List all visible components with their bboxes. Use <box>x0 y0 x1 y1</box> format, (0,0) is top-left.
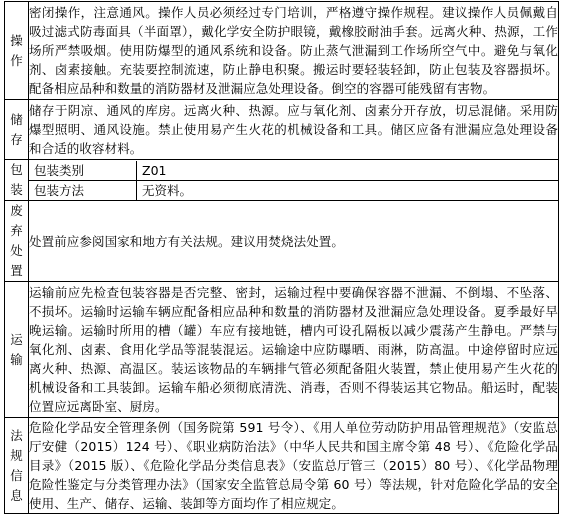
disposal-header <box>5 201 29 282</box>
packaging-row <box>5 160 559 201</box>
regulations-text: 危险化学品安全管理条例（国务院第 591 号令）、《用人单位劳动防护用品管理规范》（安监总厅安健（2015）124 号）、《职业病防治法》（中华人民共和国主席令第 48 号）、《危险化学品目录》（2015 版）、《危险化学品分类信息表》（安监总厅管三（2015）80 号）、《化学品物理危险性鉴定与分类管理办法》（国家安全监管总局令第 60 号）等法规，针对危险化学品的安全使用、生产、储存、运输、装卸等方面均作了相应规定。 <box>29 418 559 514</box>
regulations-row <box>5 418 559 514</box>
disposal-text: 处置前应参阅国家和地方有关法规。建议用焚烧法处置。 <box>29 201 559 282</box>
packaging-method-value: 无资料。 <box>137 180 559 200</box>
packaging-category-value: Z01 <box>142 162 167 178</box>
packaging-category-row <box>29 161 558 181</box>
handling-storage-table <box>4 1 559 514</box>
packaging-category-key: 包装类别 <box>29 161 137 181</box>
operation-label: 操作 <box>10 32 23 68</box>
transport-text: 运输前应先检查包装容器是否完整、密封，运输过程中要确保容器不泄漏、不倒塌、不坠落、不损坏。运输时运输车辆应配备相应品种和数量的消防器材及泄漏应急处理设备。夏季最好早晚运输。运输时所用的槽（罐）车应有接地链，槽内可设孔隔板以减少震荡产生静电。严禁与氧化剂、卤素、食用化学品等混装混运。运输途中应防曝晒、雨淋，防高温。中途停留时应远离火种、热源、高温区。装运该物品的车辆排气管必须配备阻火装置，禁止使用易产生火花的机械设备和工具装卸。运输车船必须彻底清洗、消毒，否则不得装运其它物品。船运时，配装位置应远离卧室、厨房。 <box>29 282 559 418</box>
packaging-label: 包装 <box>10 162 23 197</box>
packaging-method-row <box>29 180 558 200</box>
storage-text: 储存于阴凉、通风的库房。远离火种、热源。应与氧化剂、卤素分开存放，切忌混储。采用防爆型照明、通风设施。禁止使用易产生火花的机械设备和工具。储区应备有泄漏应急处理设备和合适的收容材料。 <box>29 100 559 160</box>
transport-row <box>5 282 559 418</box>
storage-header <box>5 100 29 160</box>
operation-row <box>5 2 559 100</box>
packaging-header <box>5 160 29 201</box>
disposal-label: 废弃处置 <box>10 203 23 278</box>
storage-row <box>5 100 559 160</box>
packaging-method-key: 包装方法 <box>29 180 137 200</box>
packaging-cell <box>29 160 559 201</box>
disposal-row <box>5 201 559 282</box>
transport-label: 运输 <box>10 331 23 367</box>
regulations-header <box>5 418 29 514</box>
regulations-label: 法规信息 <box>10 427 23 503</box>
operation-header <box>5 2 29 100</box>
packaging-subtable <box>29 161 558 200</box>
storage-label: 储存 <box>10 111 23 147</box>
operation-text: 密闭操作，注意通风。操作人员必须经过专门培训，严格遵守操作规程。建议操作人员佩戴自吸过滤式防毒面具（半面罩），戴化学安全防护眼镜，戴橡胶耐油手套。远离火种、热源，工作场所严禁吸烟。使用防爆型的通风系统和设备。防止蒸气泄漏到工作场所空气中。避免与氧化剂、卤素接触。充装要控制流速，防止静电积聚。搬运时要轻装轻卸，防止包装及容器损坏。配备相应品种和数量的消防器材及泄漏应急处理设备。倒空的容器可能残留有害物。 <box>29 2 559 100</box>
transport-header <box>5 282 29 418</box>
